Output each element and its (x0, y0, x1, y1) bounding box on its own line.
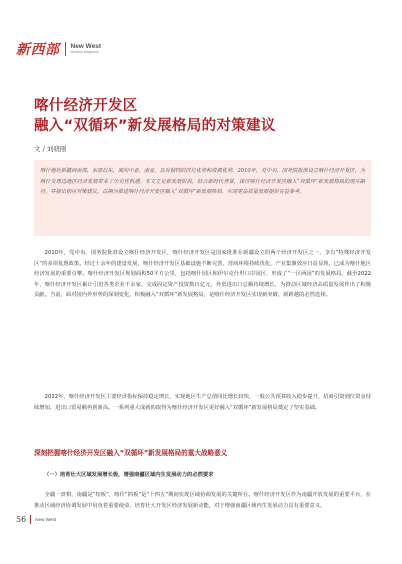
logo-divider (65, 42, 66, 56)
page-footer (16, 515, 56, 524)
logo-en-main: New West (70, 42, 102, 50)
magazine-logo-cn: 新西部 (16, 42, 60, 58)
article-title-line1: 喀什经济开发区 (34, 98, 138, 114)
footer-divider (30, 515, 31, 524)
magazine-logo-en (71, 44, 102, 55)
abstract-text: 喀什地处新疆西南部，东部以东，面向中亚、南亚，具有独特的区位优势和资源优势。2010年，党中央、国务院批准设立喀什经济开发区，为喀什及周边地区经济发展带来了历史性机遇。本文立足新发展阶段，结合新时代背景，探讨喀什经济开发区融入“双循环”新发展格局的现实路径，并提出相应对策建议，以期为推进喀什经济开发区融入“双循环”新发展格局、实现更高质量发展提供有益参考。 (40, 168, 365, 196)
footer-label: New West (35, 517, 57, 522)
masthead (16, 38, 101, 60)
article-author: 文 / 刘晓刚 (34, 145, 67, 153)
article-title-line2: 融入“双循环”新发展格局的对策建议 (34, 118, 276, 134)
body-paragraph-3: 全疆一盘棋，南疆是“短板”，喀什“抓板”是“十四五”期间实现区域协调发展的关键所在。喀什经济开发区作为南疆开放发展的重要平台，在推动区域经济协调发展中肩负着重要使命，培育壮大开发区经济发展新动能，对于增强南疆区域内生发展动力具有重要意义。 (34, 492, 371, 509)
section-title: 深刻把握喀什经济开发区融入“双循环”新发展格局的重大战略意义 (34, 449, 228, 457)
article-title (34, 96, 374, 136)
page-number: 56 (16, 515, 27, 524)
logo-en-sub: Monthly Magazine (70, 50, 99, 54)
body-paragraph-1: 2010年，党中央、国务院批准设立喀什经济开发区，喀什经济开发区是国家批准在新疆设立的两个经济开发区之一，享有“特殊经济开发区”的多项优惠政策。经过十余年的建设发展，喀什经济开发区基础设施不断完善，营商环境持续优化，产业集聚效应日益显现，已成为喀什地区经济发展的重要引擎。喀什经济开发区规划面积50平方公里，包括喀什园区和伊尔克什坦口岸园区，形成了“一区两园”的发展格局。截至2022年，喀什经济开发区累计引进各类企业千余家，完成固定资产投资数百亿元，外贸进出口总额持续增长，为推动区域经济高质量发展作出了积极贡献。当前，面对国内外形势的深刻变化，积极融入“双循环”新发展格局，是喀什经济开发区实现新突破、新跨越的必然选择。 (34, 250, 371, 299)
subsection-title: （一）培育壮大区域发展增长极，增强南疆区域内生发展动力的必然要求 (44, 472, 214, 478)
body-paragraph-2: 2022年，喀什经济开发区主要经济指标保持稳定增长，实现地区生产总值同比增长较快，一般公共预算收入稳步提升，招商引资到位资金持续增加，进出口贸易额再创新高。一系列重大成就的取得为喀什经济开发区更好融入“双循环”新发展格局奠定了坚实基础。 (34, 394, 371, 411)
